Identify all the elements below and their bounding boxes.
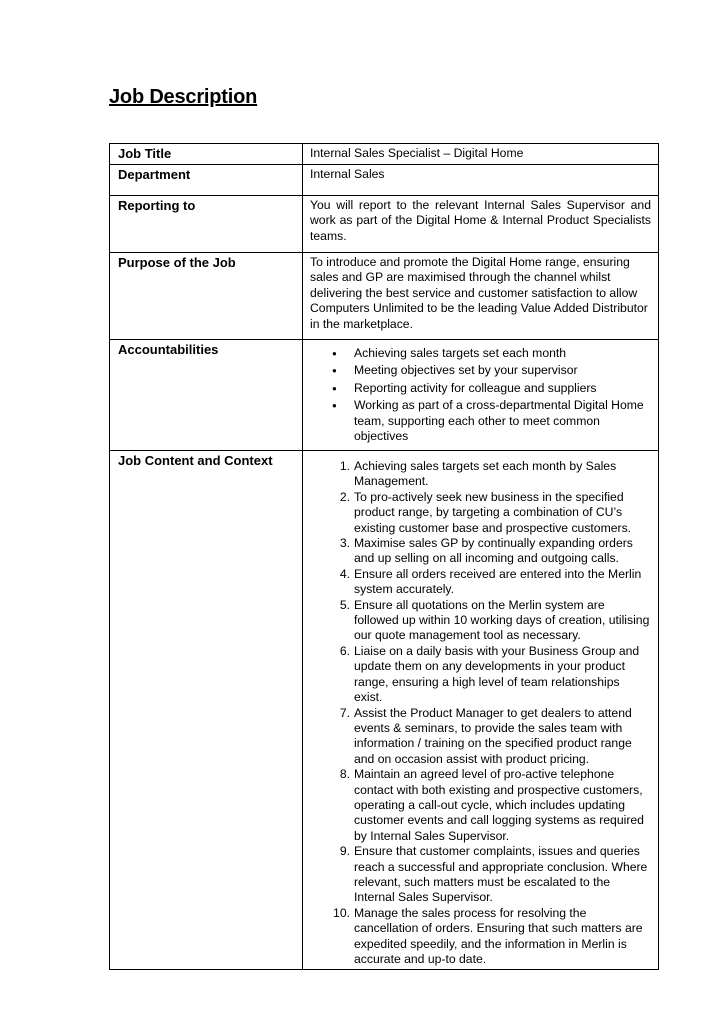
job-content-list <box>310 459 651 967</box>
list-item <box>339 597 651 644</box>
item-number: 5. <box>339 597 350 612</box>
item-number: 1. <box>339 459 350 473</box>
department-value: Internal Sales <box>303 165 659 196</box>
job-description-table <box>109 143 659 970</box>
page-title: Job Description <box>109 86 258 108</box>
list-item <box>339 489 651 536</box>
item-text: Manage the sales process for resolving the cancellation of orders. Ensuring that such matters are expedited speedily, and the information in Merlin is accurate and up-to date. <box>354 905 643 966</box>
row-reporting-to <box>110 196 659 253</box>
item-text: Ensure that customer complaints, issues and queries reach a successful and appropriate conclusion. Where relevant, such matters must be escalated to the Internal Sales Supervisor. <box>354 844 648 905</box>
list-item <box>339 459 651 490</box>
row-job-content <box>110 451 659 970</box>
list-item <box>339 566 651 598</box>
row-accountabilities <box>110 340 659 451</box>
list-item: ● Working as part of a cross-departmental Digital Home team, supporting each other to meet common objectives <box>354 398 651 444</box>
job-title-label: Job Title <box>110 144 303 165</box>
list-item: ● Reporting activity for colleague and suppliers <box>354 381 651 396</box>
accountabilities-list <box>310 346 651 444</box>
item-number: 7. <box>339 705 350 720</box>
item-number: 9. <box>339 844 350 859</box>
item-text: Ensure all orders received are entered into the Merlin system accurately. <box>354 566 642 597</box>
item-number: 2. <box>339 489 350 504</box>
accountabilities-label: Accountabilities <box>110 340 303 451</box>
item-number: 4. <box>339 566 350 581</box>
row-purpose <box>110 253 659 340</box>
purpose-value: To introduce and promote the Digital Home range, ensuring sales and GP are maximised through the channel whilst delivering the best service and customer satisfaction to allow Computers Unlimited to be the leading Value Added Distributor in the marketplace. <box>303 253 659 340</box>
job-content-value <box>303 451 659 970</box>
job-content-label: Job Content and Context <box>110 451 303 970</box>
list-item <box>333 905 651 968</box>
list-item <box>339 536 651 567</box>
row-department <box>110 165 659 196</box>
item-text: Maintain an agreed level of pro-active telephone contact with both existing and prospective customers, operating a call-out cycle, which includes updating customer events and call logging systems as required by Internal Sales Supervisor. <box>354 767 644 843</box>
accountabilities-value <box>303 340 659 451</box>
reporting-to-value: You will report to the relevant Internal Sales Supervisor and work as part of the Digital Home & Internal Product Specialists teams. <box>303 196 659 253</box>
list-item <box>339 643 651 706</box>
list-item <box>339 767 651 844</box>
purpose-label: Purpose of the Job <box>110 253 303 340</box>
item-number: 3. <box>339 536 350 551</box>
item-text: Assist the Product Manager to get dealers to attend events & seminars, to provide the sales team with information / training on the specified product range and on occasion assist with product pricing. <box>354 705 632 766</box>
item-text: Ensure all quotations on the Merlin system are followed up within 10 working days of creation, utilising our quote management tool as necessary. <box>354 597 650 643</box>
item-number: 10. <box>333 905 350 920</box>
list-item <box>339 705 651 768</box>
item-text: Maximise sales GP by continually expanding orders and up selling on all incoming and outgoing calls. <box>354 536 633 566</box>
item-text: Liaise on a daily basis with your Business Group and update them on any developments in your product range, ensuring a high level of team relationships exist. <box>354 643 640 705</box>
item-text: To pro-actively seek new business in the specified product range, by targeting a combination of CU’s existing customer base and prospective customers. <box>354 489 632 535</box>
job-title-value: Internal Sales Specialist – Digital Home <box>303 144 659 165</box>
item-number: 8. <box>339 767 350 782</box>
row-job-title <box>110 144 659 165</box>
reporting-to-label: Reporting to <box>110 196 303 253</box>
list-item <box>339 844 651 906</box>
list-item: ● Meeting objectives set by your supervisor <box>354 363 651 378</box>
item-text: Achieving sales targets set each month by Sales Management. <box>354 459 617 489</box>
list-item: ● Achieving sales targets set each month <box>354 346 651 361</box>
department-label: Department <box>110 165 303 196</box>
item-number: 6. <box>339 643 350 658</box>
